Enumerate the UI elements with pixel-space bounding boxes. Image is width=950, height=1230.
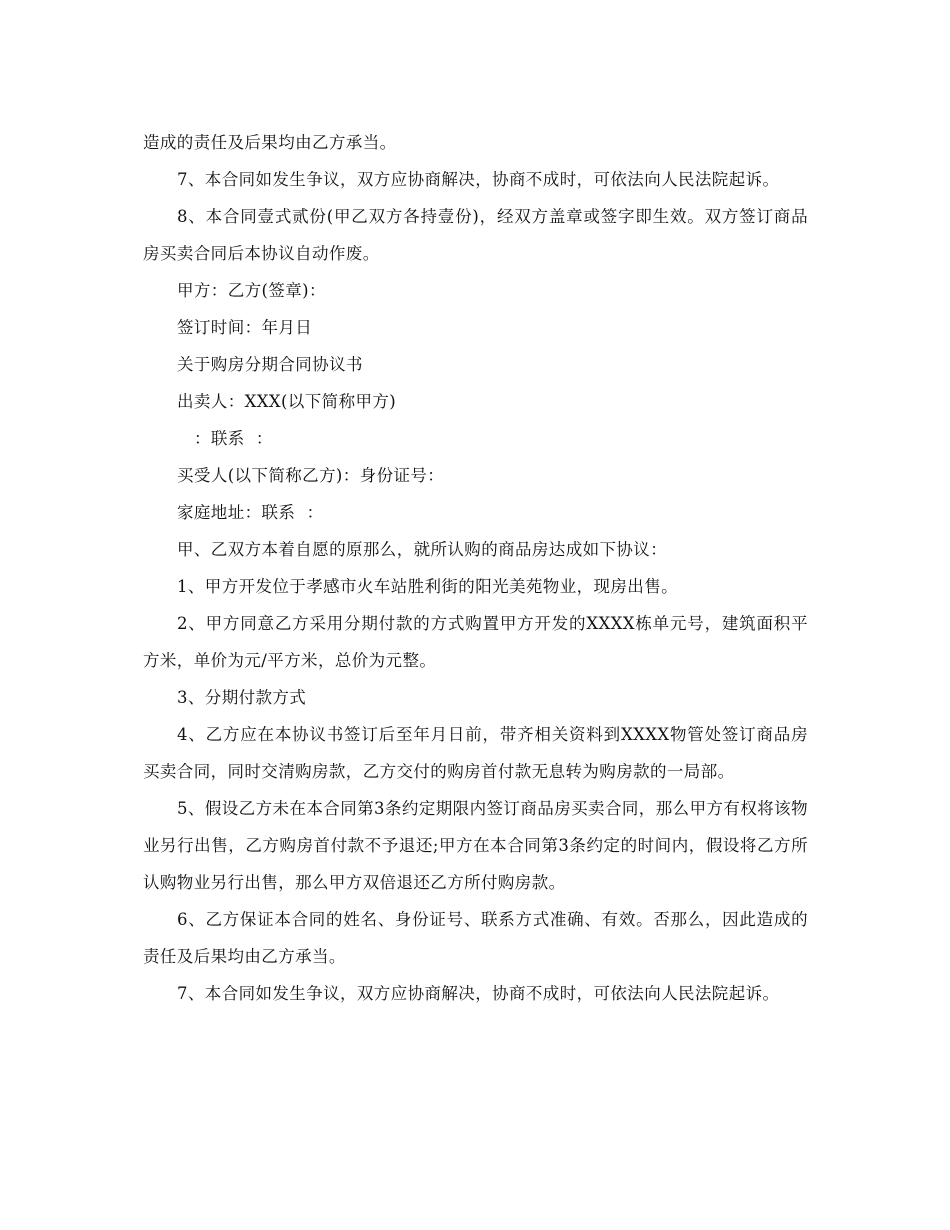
clause: 2、甲方同意乙方采用分期付款的方式购置甲方开发的XXXX栋单元号，建筑面积平方米，单价为元/平方米，总价为元整。 — [143, 614, 808, 670]
clause: 5、假设乙方未在本合同第3条约定期限内签订商品房买卖合同，那么甲方有权将该物业另行出售，乙方购房首付款不予退还;甲方在本合同第3条约定的时间内，假设将乙方所认购物业另行出售，那么甲方双倍退还乙方所付购房款。 — [143, 799, 808, 892]
signing-date-line: 签订时间：年月日 — [177, 318, 313, 337]
clause: 3、分期付款方式 — [177, 688, 307, 707]
document-body — [143, 124, 808, 1012]
clause: 6、乙方保证本合同的姓名、身份证号、联系方式准确、有效。否那么，因此造成的责任及后果均由乙方承当。 — [143, 910, 808, 966]
paragraph: 造成的责任及后果均由乙方承当。 — [143, 133, 397, 152]
section-title: 关于购房分期合同协议书 — [177, 355, 363, 374]
seller-line: 出卖人：XXX(以下简称甲方) — [177, 392, 397, 411]
buyer-line: 买受人(以下简称乙方)：身份证号： — [177, 466, 445, 485]
clause: 1、甲方开发位于孝感市火车站胜利街的阳光美苑物业，现房出售。 — [177, 577, 678, 596]
clause: 7、本合同如发生争议，双方应协商解决，协商不成时，可依法向人民法院起诉。 — [177, 984, 780, 1003]
signature-line: 甲方：乙方(签章)： — [177, 281, 326, 300]
buyer-address-line: 家庭地址：联系 ： — [177, 503, 324, 522]
paragraph: 7、本合同如发生争议，双方应协商解决，协商不成时，可依法向人民法院起诉。 — [177, 170, 780, 189]
seller-contact-line: ：联系 ： — [177, 429, 273, 448]
paragraph: 8、本合同壹式贰份(甲乙双方各持壹份)，经双方盖章或签字即生效。双方签订商品房买卖合同后本协议自动作废。 — [143, 207, 808, 263]
clause: 4、乙方应在本协议书签订后至年月日前，带齐相关资料到XXXX物管处签订商品房买卖合同，同时交清购房款，乙方交付的购房首付款无息转为购房款的一局部。 — [143, 725, 808, 781]
paragraph: 甲、乙双方本着自愿的原那么，就所认购的商品房达成如下协议： — [177, 540, 668, 559]
